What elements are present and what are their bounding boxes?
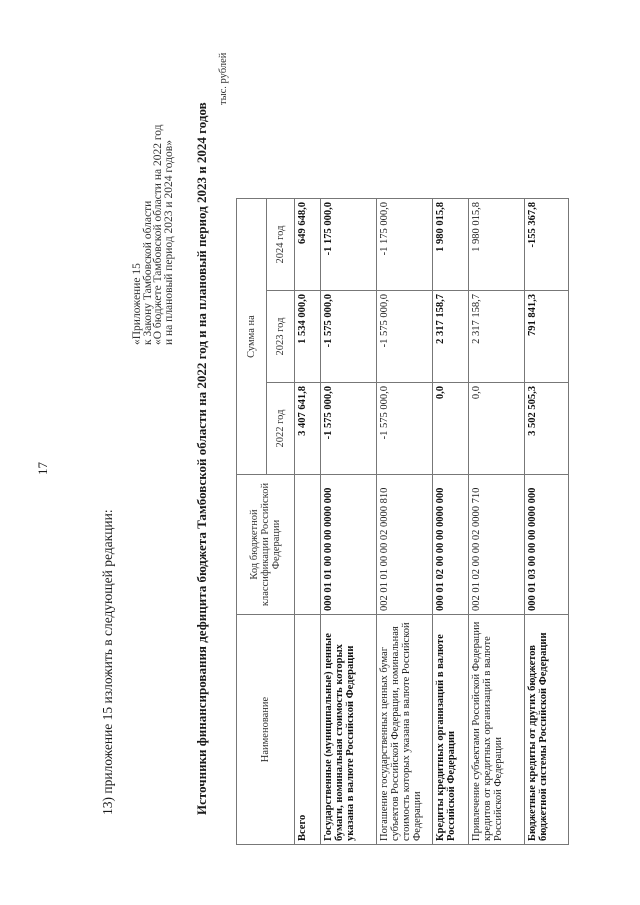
row-name: Погашение государственных ценных бумаг субъектов Российской Федерации, номинальная стоимость которых указана в валюте Российской Федерации bbox=[377, 615, 433, 845]
value-2023: -1 575 000,0 bbox=[321, 291, 377, 383]
row-name: Государственные (муниципальные) ценные бумаги, номинальная стоимость которых указана в валюте Российской Федерации bbox=[321, 615, 377, 845]
value-2022: 3 502 505,3 bbox=[525, 383, 569, 475]
intro-text: 13) приложение 15 изложить в следующей редакции: bbox=[100, 509, 115, 815]
header-sum: Сумма на bbox=[237, 199, 267, 475]
value-2023: 2 317 158,7 bbox=[433, 291, 469, 383]
header-name: Наименование bbox=[237, 615, 295, 845]
value-2024: -155 367,8 bbox=[525, 199, 569, 291]
value-2024: 649 648,0 bbox=[295, 199, 321, 291]
value-2024: -1 175 000,0 bbox=[377, 199, 433, 291]
header-code: Код бюджетной классификации Российской Федерации bbox=[237, 475, 295, 615]
value-2024: 1 980 015,8 bbox=[469, 199, 525, 291]
appendix-reference bbox=[132, 124, 174, 345]
row-name: Кредиты кредитных организаций в валюте Российской Федерации bbox=[433, 615, 469, 845]
row-name: Привлечение субъектами Российской Федерации кредитов от кредитных организаций в валюте Российской Федерации bbox=[469, 615, 525, 845]
table-row bbox=[295, 199, 321, 845]
value-2023: 1 534 000,0 bbox=[295, 291, 321, 383]
unit-label: тыс. рублей bbox=[218, 52, 229, 105]
table-row bbox=[433, 199, 469, 845]
value-2023: 791 841,3 bbox=[525, 291, 569, 383]
appendix-line: и на плановый период 2023 и 2024 годов» bbox=[162, 140, 175, 345]
appendix-line: к Закону Тамбовской области bbox=[141, 200, 154, 345]
deficit-sources-table bbox=[236, 198, 569, 845]
value-2023: -1 575 000,0 bbox=[377, 291, 433, 383]
table-row bbox=[377, 199, 433, 845]
value-2022: 3 407 641,8 bbox=[295, 383, 321, 475]
value-2022: -1 575 000,0 bbox=[377, 383, 433, 475]
document-title: Источники финансирования дефицита бюджета Тамбовской области на 2022 год и на плановый период 2023 и 2024 годов bbox=[194, 102, 209, 815]
row-code: 002 01 02 00 00 02 0000 710 bbox=[469, 475, 525, 615]
value-2022: 0,0 bbox=[469, 383, 525, 475]
row-code: 002 01 01 00 00 02 0000 810 bbox=[377, 475, 433, 615]
appendix-line: «О бюджете Тамбовской области на 2022 год bbox=[152, 124, 164, 345]
appendix-line: «Приложение 15 bbox=[131, 263, 143, 345]
value-2023: 2 317 158,7 bbox=[469, 291, 525, 383]
value-2022: 0,0 bbox=[433, 383, 469, 475]
value-2024: -1 175 000,0 bbox=[321, 199, 377, 291]
value-2024: 1 980 015,8 bbox=[433, 199, 469, 291]
table-row bbox=[321, 199, 377, 845]
row-code bbox=[295, 475, 321, 615]
header-2023: 2023 год bbox=[267, 291, 295, 383]
header-2022: 2022 год bbox=[267, 383, 295, 475]
page-number: 17 bbox=[35, 462, 50, 475]
row-code: 000 01 01 00 00 00 0000 000 bbox=[321, 475, 377, 615]
row-code: 000 01 03 00 00 00 0000 000 bbox=[525, 475, 569, 615]
row-name: Всего bbox=[295, 615, 321, 845]
row-code: 000 01 02 00 00 00 0000 000 bbox=[433, 475, 469, 615]
header-2024: 2024 год bbox=[267, 199, 295, 291]
value-2022: -1 575 000,0 bbox=[321, 383, 377, 475]
table-row bbox=[525, 199, 569, 845]
table-row bbox=[469, 199, 525, 845]
row-name: Бюджетные кредиты от других бюджетов бюджетной системы Российской Федерации bbox=[525, 615, 569, 845]
